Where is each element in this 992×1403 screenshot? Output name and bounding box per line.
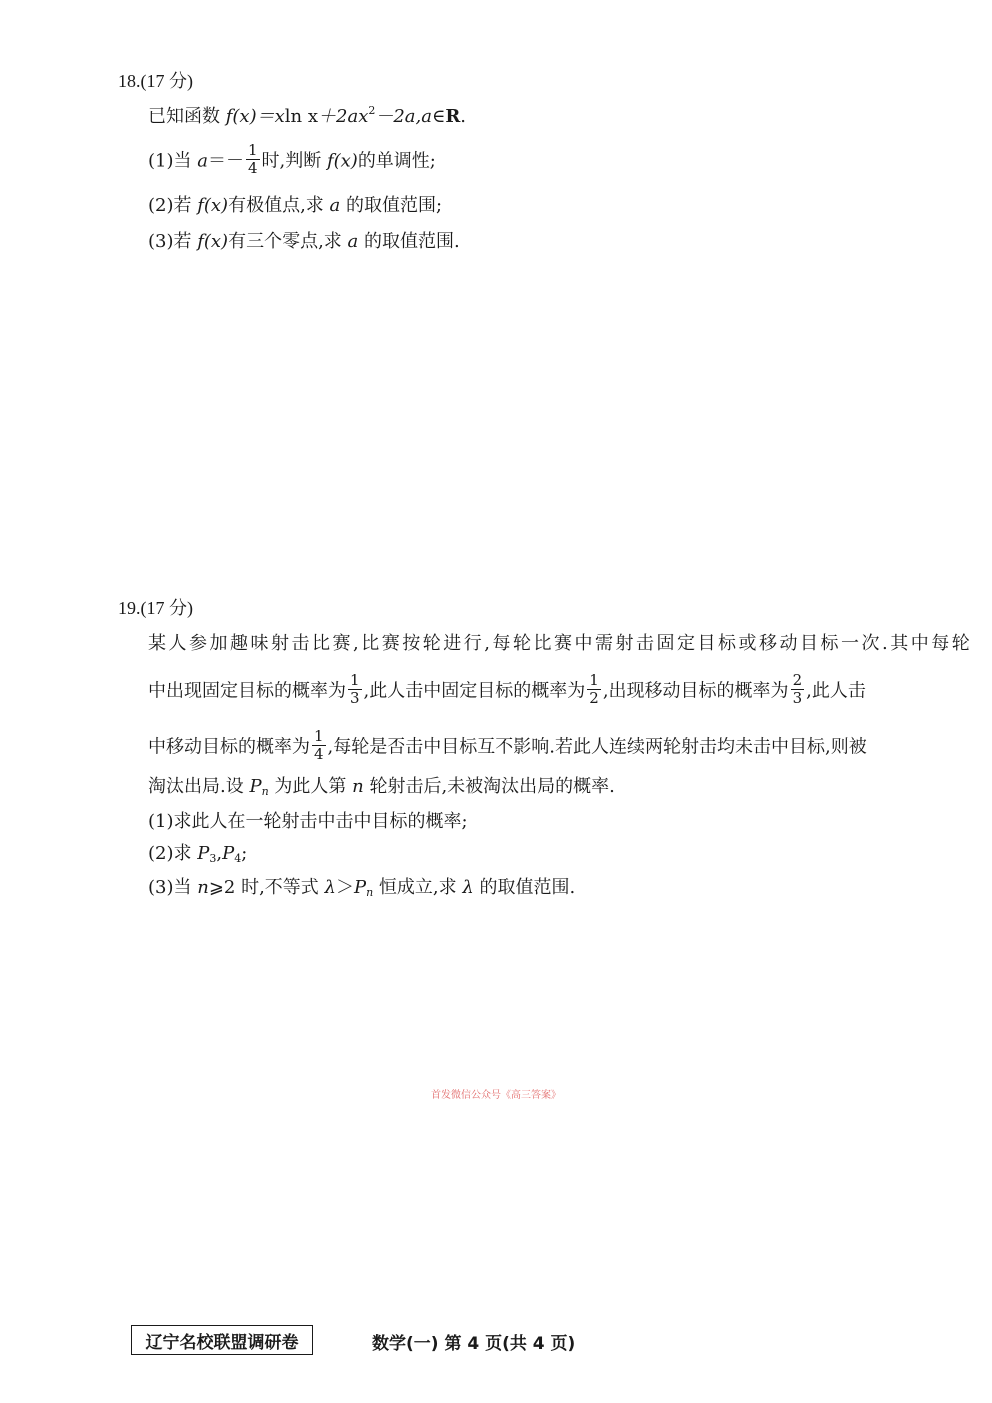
q19-line1-char: 轮 [422, 633, 441, 654]
q19-p3-text4: 的取值范围. [473, 877, 576, 898]
fraction-numerator: 2 [792, 671, 803, 689]
q18-p3-var: a [347, 231, 359, 252]
q19-p3-lambda2: λ [462, 877, 474, 898]
q19-line1 [148, 631, 970, 657]
q19-l2-text4: ,此人击 [806, 680, 866, 702]
q19-l3-text2: ,每轮是否击中目标互不影响.若此人连续两轮射击均未击中目标,则被 [327, 736, 867, 758]
q18-stem-text: 已知函数 [148, 106, 226, 127]
q18-p1-fraction [246, 142, 260, 177]
q19-line1-char: 标 [820, 633, 839, 654]
q19-line1-char: 每 [492, 633, 511, 654]
fraction-numerator: 1 [589, 671, 599, 689]
watermark-text: 首发微信公众号《高三答案》 [431, 1090, 561, 1101]
fraction-numerator: 1 [247, 141, 258, 159]
q18-score: (17 分) [140, 71, 193, 91]
q19-line1-char: . [881, 633, 888, 654]
q19-line1-char: 固 [656, 633, 675, 654]
q19-l2-text: 中出现固定目标的概率为 [148, 680, 346, 702]
q19-line1-char: , [484, 633, 490, 654]
q18-part1 [148, 141, 436, 179]
q19-line1-char: 趣 [230, 633, 248, 654]
q19-line2 [148, 671, 866, 709]
q19-line1-char: 轮 [512, 633, 531, 654]
q19-l4-text: 淘汰出局.设 [148, 776, 250, 797]
q18-p1-text3: 的单调性; [357, 150, 436, 172]
q18-stem-R: R [445, 106, 461, 127]
q19-header [118, 595, 193, 621]
q19-line1-char: 人 [168, 633, 187, 654]
q19-line1-char: 移 [758, 633, 777, 654]
q19-line1-char: 参 [189, 633, 207, 654]
q18-p1-text: (1)当 [148, 150, 198, 172]
q18-stem-f: f [225, 106, 233, 127]
q19-line1-char: 轮 [951, 633, 970, 654]
q19-line1-char: 进 [443, 633, 462, 654]
q19-line1-char: 中 [910, 633, 929, 654]
q18-number: 18. [118, 71, 141, 91]
q18-p2-var: a [329, 195, 341, 216]
q19-line1-char: 动 [779, 633, 798, 654]
q19-fraction-4 [312, 728, 326, 763]
q19-p3-gt: ＞ [335, 877, 354, 898]
q19-l2-text3: ,出现移动目标的概率为 [602, 680, 789, 702]
footer-exam-label [131, 1325, 313, 1355]
q19-line1-char: 目 [799, 633, 818, 654]
q18-p3-text: (3)若 [148, 231, 198, 252]
q18-p3-f: f(x) [197, 231, 229, 252]
q19-p3-text: (3)当 [148, 877, 198, 898]
q19-p1-text: (1)求此人在一轮射击中击中目标的概率; [148, 811, 468, 832]
q19-part3 [148, 875, 575, 901]
q18-p1-eq: ＝－ [207, 150, 244, 172]
q19-line1-char: 中 [574, 633, 593, 654]
q18-p1-var: a [197, 150, 208, 172]
q19-p2-sub4: 4 [234, 852, 242, 865]
q19-line1-char: 比 [312, 633, 330, 654]
q18-part3 [148, 229, 460, 255]
q19-line1-char: 次 [861, 633, 880, 654]
q18-stem-sup: 2 [368, 104, 376, 117]
q18-part2 [148, 193, 442, 219]
q19-line4 [148, 774, 615, 800]
q19-fraction-1 [348, 672, 362, 707]
q19-l3-text: 中移动目标的概率为 [148, 736, 310, 758]
q19-line1-char: 加 [209, 633, 228, 654]
q19-line1-char: 射 [271, 633, 289, 654]
q19-line1-char: 击 [635, 633, 654, 654]
q18-stem-ln: ln x [284, 106, 318, 127]
q19-line1-char: 需 [594, 633, 613, 654]
q18-header [118, 68, 193, 94]
q18-p3-text3: 的取值范围. [358, 231, 460, 252]
q18-stem-minus: －2a,a∈ [375, 106, 446, 127]
fraction-numerator: 1 [350, 671, 360, 689]
q19-line1-char: 一 [840, 633, 859, 654]
q19-line1-char: 味 [250, 633, 269, 654]
q19-number: 19. [118, 598, 141, 618]
q19-line1-char: 定 [676, 633, 695, 654]
footer-page-number: 数学(一) 第 4 页(共 4 页) [372, 1334, 576, 1354]
q18-p3-text2: 有三个零点,求 [228, 231, 348, 252]
fraction-denominator: 3 [350, 689, 360, 707]
q19-p2-P3: P [197, 843, 210, 864]
q19-p3-text2: ⩾2 时,不等式 [208, 877, 325, 898]
q18-p2-text2: 有极值点,求 [228, 195, 330, 216]
q19-fraction-2 [587, 672, 601, 707]
q18-p1-f: f(x) [326, 150, 358, 172]
q19-l4-n: n [352, 776, 364, 797]
q19-line3 [148, 727, 867, 765]
q19-line1-char: 目 [697, 633, 716, 654]
q19-line1-char: , [353, 633, 359, 654]
q18-stem-x: (x)＝x [232, 106, 285, 127]
q19-line1-char: 射 [615, 633, 634, 654]
fraction-denominator: 2 [589, 689, 599, 707]
fraction-denominator: 4 [314, 745, 324, 763]
q18-stem-x2: x [358, 106, 369, 127]
q19-line1-char: 或 [738, 633, 757, 654]
q18-p2-text3: 的取值范围; [340, 195, 443, 216]
q19-line1-char: 赛 [381, 633, 400, 654]
q18-stem-plus: ＋2a [318, 106, 359, 127]
q19-l2-text2: ,此人击中固定目标的概率为 [363, 680, 586, 702]
footer-exam-label-text: 辽宁名校联盟调研卷 [145, 1332, 299, 1353]
q19-line1-char: 按 [402, 633, 421, 654]
q19-p3-P: P [353, 877, 367, 898]
fraction-denominator: 4 [247, 159, 258, 177]
q18-p2-f: f(x) [197, 195, 229, 216]
q19-p3-text3: 恒成立,求 [373, 877, 463, 898]
q19-l4-text3: 轮射击后,未被淘汰出局的概率. [363, 776, 615, 797]
q19-line1-char: 击 [291, 633, 310, 654]
q19-line1-char: 比 [361, 633, 380, 654]
q19-fraction-3 [791, 672, 805, 707]
fraction-denominator: 3 [792, 689, 803, 707]
q19-line1-char: 某 [148, 633, 166, 654]
q19-line1-char: 其 [890, 633, 909, 654]
q19-line1-char: 每 [931, 633, 950, 654]
q19-line1-char: 行 [463, 633, 482, 654]
q19-line1-char: 标 [717, 633, 736, 654]
q19-l4-P: P [249, 776, 262, 797]
q19-l4-text2: 为此人第 [268, 776, 353, 797]
q18-stem [148, 104, 466, 130]
q19-p3-sub: n [366, 886, 374, 899]
fraction-numerator: 1 [314, 727, 324, 745]
q19-p2-text: (2)求 [148, 843, 198, 864]
q18-stem-end: . [460, 106, 467, 127]
q19-p3-n: n [197, 877, 209, 898]
q19-p2-sep: , [216, 843, 223, 864]
q18-p2-text: (2)若 [148, 195, 198, 216]
q19-line1-char: 赛 [332, 633, 351, 654]
q19-part1 [148, 809, 468, 835]
q19-p2-P4: P [222, 843, 235, 864]
q18-p1-text2: 时,判断 [261, 150, 327, 172]
q19-p2-end: ; [241, 843, 248, 864]
q19-part2 [148, 841, 247, 867]
q19-l4-sub: n [261, 785, 269, 798]
q19-line1-char: 比 [533, 633, 552, 654]
q19-p2-sub3: 3 [209, 852, 217, 865]
q19-p3-lambda: λ [324, 877, 336, 898]
q19-line1-char: 赛 [553, 633, 572, 654]
q19-score: (17 分) [140, 598, 193, 618]
